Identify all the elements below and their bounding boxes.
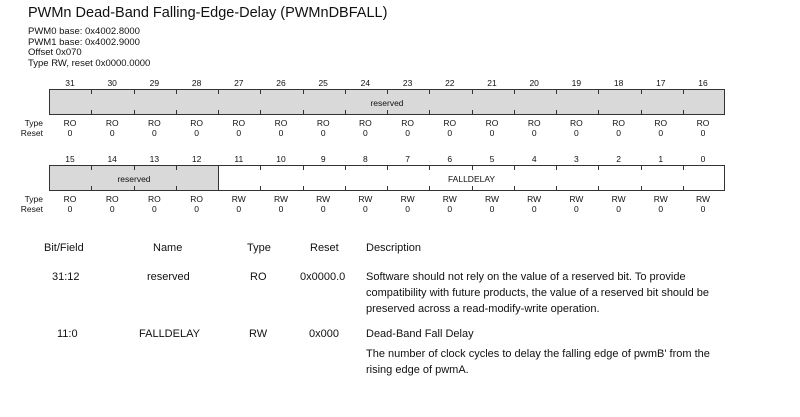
reset-cell: 0	[152, 128, 157, 138]
type-cell: RW	[653, 194, 668, 204]
bit-number: 0	[700, 154, 706, 164]
row1-desc-line: preserved across a read-modify-write operation.	[366, 303, 600, 315]
bit-tick	[429, 110, 430, 115]
bit-tick	[598, 165, 599, 170]
lower-type-label: Type	[24, 194, 43, 204]
bit-number: 20	[529, 78, 539, 88]
bit-tick	[683, 186, 684, 191]
type-cell: RW	[695, 194, 710, 204]
lower-reserved-field-label: reserved	[117, 174, 151, 184]
type-cell: RO	[359, 118, 372, 128]
upper-reserved-field-label: reserved	[370, 98, 404, 108]
type-cell: RO	[696, 118, 710, 128]
bit-number: 9	[320, 154, 326, 164]
reset-cell: 0	[152, 204, 157, 214]
bit-number: 28	[191, 78, 202, 88]
bit-tick	[218, 89, 219, 94]
row1-desc-line: Software should not rely on the value of a reserved bit. To provide	[366, 271, 686, 283]
type-cell: RO	[274, 118, 288, 128]
bit-tick	[91, 89, 92, 94]
bit-tick	[556, 89, 557, 94]
reset-cell: 0	[700, 128, 706, 138]
header-name: Name	[153, 242, 183, 254]
bit-tick	[134, 110, 135, 115]
bit-tick	[303, 110, 304, 115]
bit-number: 5	[489, 154, 495, 164]
reset-cell: 0	[363, 128, 368, 138]
row1-description	[366, 269, 766, 317]
type-cell: RW	[569, 194, 584, 204]
reset-cell: 0	[278, 128, 284, 138]
bit-tick	[514, 165, 515, 170]
reset-cell: 0	[658, 204, 664, 214]
bit-tick	[387, 110, 388, 115]
reset-cell: 0	[278, 204, 284, 214]
lower-reset-label: Reset	[20, 204, 43, 214]
row2-bits: 11:0	[57, 328, 78, 340]
row2-name: FALLDELAY	[139, 328, 200, 340]
header-type: Type	[247, 242, 271, 254]
row2-reset: 0x000	[309, 328, 339, 340]
type-cell: RO	[485, 118, 499, 128]
bit-tick	[429, 186, 430, 191]
type-cell: RO	[190, 194, 203, 204]
bit-number: 19	[571, 78, 582, 88]
bit-tick	[303, 186, 304, 191]
bit-number: 13	[149, 154, 160, 164]
bit-tick	[134, 186, 135, 191]
bit-number: 23	[402, 78, 413, 88]
bit-tick	[683, 89, 684, 94]
bit-tick	[472, 186, 473, 191]
reset-cell: 0	[447, 128, 453, 138]
upper-reset-label: Reset	[20, 128, 43, 138]
bit-number: 2	[616, 154, 621, 164]
bit-tick	[218, 110, 219, 115]
reset-cell: 0	[531, 128, 537, 138]
type-cell: RO	[401, 118, 414, 128]
reset-cell: 0	[531, 204, 537, 214]
bit-number: 4	[531, 154, 537, 164]
bit-tick	[260, 110, 261, 115]
row2-description	[366, 326, 766, 378]
bit-number: 25	[318, 78, 328, 88]
row2-desc-line: rising edge of pwmA.	[366, 364, 469, 376]
upper-type-label: Type	[24, 118, 43, 128]
header-reset: Reset	[310, 242, 339, 254]
bit-tick	[387, 186, 388, 191]
bit-tick	[472, 165, 473, 170]
bit-tick	[134, 165, 135, 170]
type-cell: RO	[527, 118, 541, 128]
bit-number: 10	[276, 154, 286, 164]
bit-tick	[429, 89, 430, 94]
bit-tick	[91, 110, 92, 115]
bit-tick	[556, 186, 557, 191]
bit-tick	[176, 89, 177, 94]
reset-cell: 0	[67, 128, 73, 138]
bit-number: 27	[234, 78, 244, 88]
bit-tick	[641, 89, 642, 94]
type-cell: RO	[443, 118, 457, 128]
bit-tick	[303, 89, 304, 94]
reset-cell: 0	[616, 204, 621, 214]
bit-number: 6	[447, 154, 453, 164]
reset-cell: 0	[405, 204, 410, 214]
header-description: Description	[366, 242, 422, 254]
row2-desc-title: Dead-Band Fall Delay	[366, 328, 474, 340]
type-cell: RO	[570, 118, 583, 128]
bit-tick	[556, 165, 557, 170]
row1-reset: 0x0000.0	[300, 271, 346, 283]
bit-number: 26	[276, 78, 286, 88]
offset-text: Offset 0x070	[28, 47, 82, 58]
bit-number: 29	[149, 78, 160, 88]
bit-tick	[641, 165, 642, 170]
bit-number: 21	[487, 78, 497, 88]
bit-tick	[260, 165, 261, 170]
bit-tick	[387, 89, 388, 94]
bit-number: 31	[65, 78, 75, 88]
reset-cell: 0	[194, 128, 199, 138]
bit-tick	[387, 165, 388, 170]
reset-cell: 0	[489, 128, 495, 138]
row1-bits: 31:12	[52, 271, 80, 283]
reset-cell: 0	[236, 128, 242, 138]
bit-tick	[345, 165, 346, 170]
bit-number: 18	[613, 78, 624, 88]
type-cell: RO	[105, 194, 119, 204]
type-cell: RW	[611, 194, 626, 204]
reset-cell: 0	[363, 204, 368, 214]
reset-cell: 0	[489, 204, 495, 214]
reset-cell: 0	[236, 204, 242, 214]
bit-tick	[345, 110, 346, 115]
bit-tick	[429, 165, 430, 170]
type-cell: RW	[400, 194, 415, 204]
bit-number: 15	[65, 154, 75, 164]
type-cell: RO	[63, 118, 77, 128]
reset-cell: 0	[405, 128, 410, 138]
bit-tick	[472, 89, 473, 94]
bit-tick	[260, 89, 261, 94]
bit-number: 16	[698, 78, 708, 88]
type-cell: RO	[105, 118, 119, 128]
row2-type: RW	[249, 328, 268, 340]
bit-tick	[134, 89, 135, 94]
reset-cell: 0	[574, 204, 579, 214]
row1-desc-line: compatibility with future products, the value of a reserved bit should be	[366, 287, 710, 299]
reset-cell: 0	[320, 204, 326, 214]
bit-tick	[514, 110, 515, 115]
type-reset-text: Type RW, reset 0x0000.0000	[28, 57, 151, 69]
pwm0-base-text: PWM0 base: 0x4002.8000	[28, 26, 140, 37]
bit-number: 3	[574, 154, 579, 164]
bit-number: 22	[445, 78, 455, 88]
type-cell: RW	[316, 194, 331, 204]
bit-tick	[91, 165, 92, 170]
type-cell: RW	[442, 194, 457, 204]
row2-desc-line: The number of clock cycles to delay the falling edge of pwmB' from the	[366, 348, 710, 360]
type-cell: RW	[231, 194, 246, 204]
bit-number: 7	[405, 154, 410, 164]
reset-cell: 0	[320, 128, 326, 138]
reset-cell: 0	[658, 128, 664, 138]
type-cell: RO	[190, 118, 203, 128]
bit-number: 11	[234, 154, 244, 164]
bit-tick	[303, 165, 304, 170]
bit-tick	[598, 186, 599, 191]
bit-tick	[345, 89, 346, 94]
bit-tick	[683, 110, 684, 115]
bit-tick	[598, 110, 599, 115]
bit-number: 8	[363, 154, 368, 164]
bit-tick	[683, 165, 684, 170]
type-cell: RO	[316, 118, 330, 128]
type-cell: RO	[612, 118, 625, 128]
pwm1-base-text: PWM1 base: 0x4002.9000	[28, 36, 140, 48]
bit-tick	[176, 165, 177, 170]
type-cell: RO	[148, 194, 161, 204]
type-cell: RW	[273, 194, 288, 204]
bit-number: 1	[658, 154, 664, 164]
bit-number: 14	[107, 154, 117, 164]
type-cell: RW	[484, 194, 499, 204]
type-cell: RO	[654, 118, 668, 128]
type-cell: RO	[148, 118, 161, 128]
register-title: PWMn Dead-Band Falling-Edge-Delay (PWMnDBFALL)	[28, 5, 388, 21]
reset-cell: 0	[109, 128, 115, 138]
reset-cell: 0	[616, 128, 621, 138]
bit-tick	[514, 89, 515, 94]
bit-tick	[556, 110, 557, 115]
reset-cell: 0	[109, 204, 115, 214]
bit-number: 24	[360, 78, 371, 88]
type-cell: RW	[358, 194, 373, 204]
bit-number: 30	[107, 78, 117, 88]
bit-tick	[641, 110, 642, 115]
type-cell: RO	[63, 194, 77, 204]
bit-tick	[345, 186, 346, 191]
bit-tick	[641, 186, 642, 191]
header-bitfield: Bit/Field	[44, 242, 84, 254]
row1-type: RO	[250, 271, 267, 283]
type-cell: RO	[232, 118, 246, 128]
reset-cell: 0	[574, 128, 579, 138]
bit-tick	[91, 186, 92, 191]
reset-cell: 0	[700, 204, 706, 214]
type-cell: RW	[527, 194, 542, 204]
bit-tick	[176, 186, 177, 191]
bit-tick	[598, 89, 599, 94]
reset-cell: 0	[67, 204, 73, 214]
falldelay-field-label: FALLDELAY	[447, 174, 496, 184]
bit-tick	[472, 110, 473, 115]
reset-cell: 0	[194, 204, 199, 214]
bit-number: 12	[191, 154, 202, 164]
bit-number: 17	[656, 78, 666, 88]
reset-cell: 0	[447, 204, 453, 214]
bit-tick	[176, 110, 177, 115]
row1-name: reserved	[147, 271, 190, 283]
bit-tick	[514, 186, 515, 191]
bit-tick	[260, 186, 261, 191]
